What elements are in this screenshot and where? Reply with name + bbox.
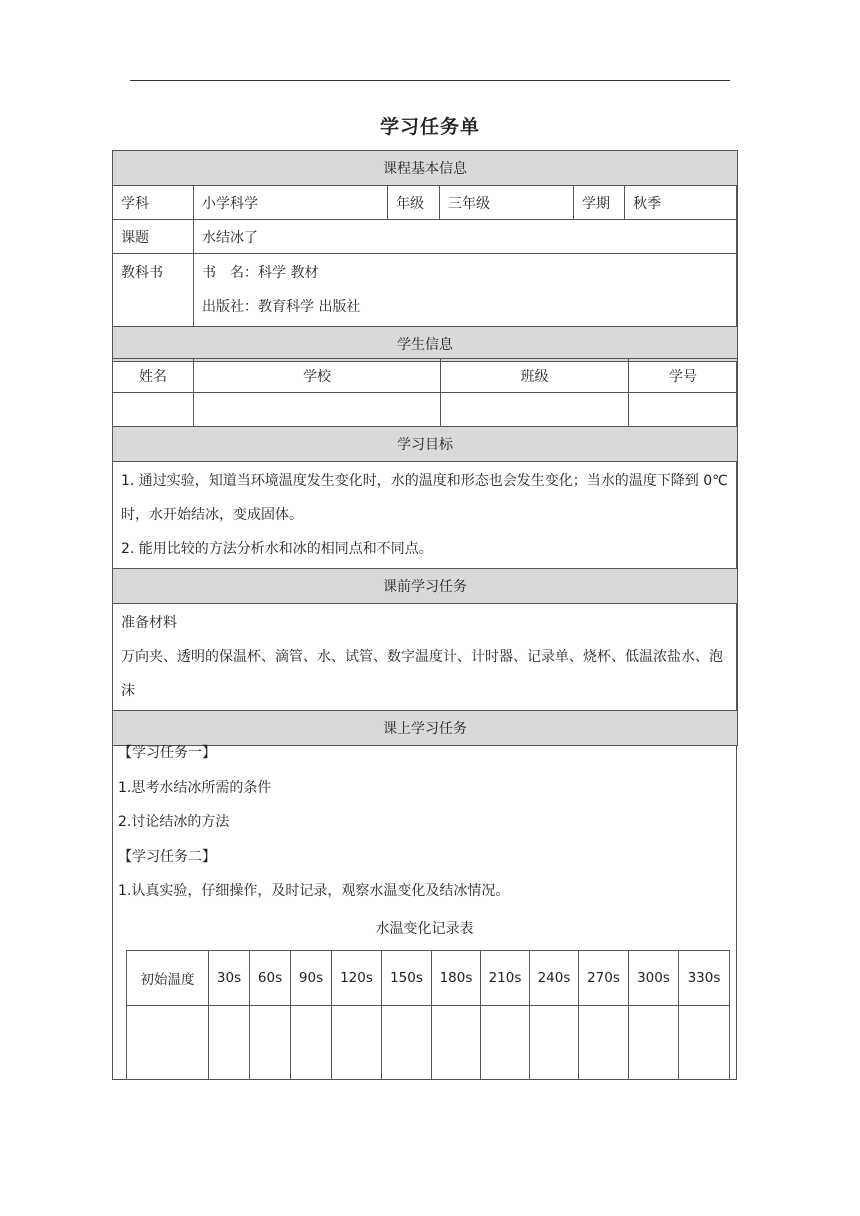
task1-title: 【学习任务一】 (118, 745, 216, 761)
record-cell-300s[interactable] (629, 1006, 679, 1080)
record-cell-initial[interactable] (127, 1006, 209, 1080)
pre-class-header: 课前学习任务 (113, 569, 738, 604)
goal-item-1: 1. 通过实验，知道当环境温度发生变化时，水的温度和形态也会发生变化；当水的温度下降到 0℃时，水开始结冰，变成固体。 (121, 473, 728, 523)
record-header-30s: 30s (209, 951, 250, 1006)
record-header-60s: 60s (250, 951, 291, 1006)
textbook-label: 教科书 (113, 254, 194, 327)
header-rule (130, 80, 730, 81)
record-header-180s: 180s (432, 951, 481, 1006)
textbook-name: 书 名：科学 教材 (202, 265, 319, 281)
goals-header: 学习目标 (113, 427, 738, 462)
in-class-header: 课上学习任务 (113, 711, 738, 746)
record-header-300s: 300s (629, 951, 679, 1006)
record-cell-330s[interactable] (679, 1006, 730, 1080)
task1-step1: 1.思考水结冰所需的条件 (118, 780, 272, 796)
record-header-90s: 90s (291, 951, 332, 1006)
record-header-120s: 120s (332, 951, 382, 1006)
student-class-header: 班级 (441, 359, 629, 393)
subject-label: 学科 (113, 186, 194, 220)
term-value: 秋季 (625, 186, 738, 220)
page-title: 学习任务单 (379, 116, 480, 138)
textbook-publisher: 出版社：教育科学 出版社 (202, 299, 361, 315)
record-cell-60s[interactable] (250, 1006, 291, 1080)
record-header-270s: 270s (579, 951, 629, 1006)
record-cell-30s[interactable] (209, 1006, 250, 1080)
grade-value: 三年级 (440, 186, 574, 220)
record-header-150s: 150s (382, 951, 432, 1006)
record-cell-210s[interactable] (481, 1006, 530, 1080)
record-cell-270s[interactable] (579, 1006, 629, 1080)
textbook-info (194, 254, 738, 327)
record-cell-150s[interactable] (382, 1006, 432, 1080)
subject-value: 小学科学 (194, 186, 388, 220)
student-school-cell[interactable] (194, 393, 441, 427)
task1-step2: 2.讨论结冰的方法 (118, 814, 230, 830)
student-info-header: 学生信息 (113, 327, 738, 362)
record-cell-120s[interactable] (332, 1006, 382, 1080)
task-sheet-table (112, 150, 738, 362)
student-name-header: 姓名 (113, 359, 194, 393)
record-header-210s: 210s (481, 951, 530, 1006)
student-id-cell[interactable] (629, 393, 738, 427)
pre-class-body (113, 604, 738, 711)
topic-value: 水结冰了 (194, 220, 738, 254)
student-info-table (112, 358, 738, 746)
student-class-cell[interactable] (441, 393, 629, 427)
student-name-cell[interactable] (113, 393, 194, 427)
student-id-header: 学号 (629, 359, 738, 393)
record-cell-240s[interactable] (530, 1006, 579, 1080)
materials-list: 万向夹、透明的保温杯、滴管、水、试管、数字温度计、计时器、记录单、烧杯、低温浓盐水、泡沫 (121, 649, 723, 699)
goals-body (113, 462, 738, 569)
term-label: 学期 (574, 186, 625, 220)
task2-title: 【学习任务二】 (118, 849, 216, 865)
water-temperature-record-table (126, 950, 730, 1080)
task2-step1: 1.认真实验，仔细操作，及时记录，观察水温变化及结冰情况。 (118, 883, 510, 899)
materials-title: 准备材料 (121, 615, 177, 631)
student-school-header: 学校 (194, 359, 441, 393)
goal-item-2: 2. 能用比较的方法分析水和冰的相同点和不同点。 (121, 541, 433, 557)
record-cell-180s[interactable] (432, 1006, 481, 1080)
course-info-header: 课程基本信息 (113, 151, 738, 186)
record-header-330s: 330s (679, 951, 730, 1006)
record-header-240s: 240s (530, 951, 579, 1006)
record-header-initial: 初始温度 (127, 951, 209, 1006)
grade-label: 年级 (388, 186, 440, 220)
topic-label: 课题 (113, 220, 194, 254)
record-cell-90s[interactable] (291, 1006, 332, 1080)
record-table-title: 水温变化记录表 (375, 921, 474, 937)
